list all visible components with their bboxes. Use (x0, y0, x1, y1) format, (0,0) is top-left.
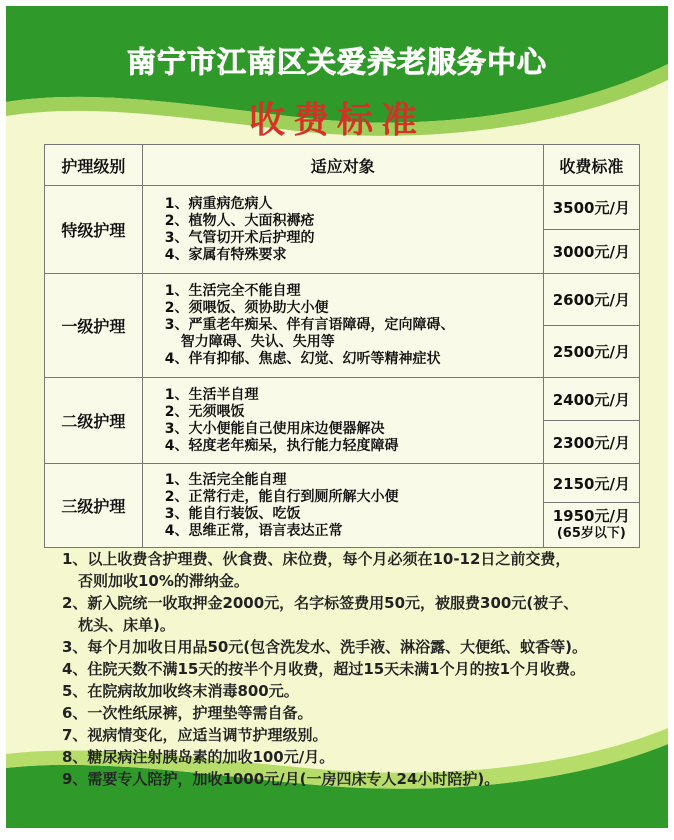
target-item: 2、植物人、大面积褥疮 (164, 212, 315, 229)
targets-special (142, 186, 543, 274)
note-item: 6、一次性纸尿裤，护理垫等需自备。 (62, 704, 313, 722)
target-item: 4、伴有抑郁、焦虑、幻觉、幻听等精神症状 (164, 351, 441, 367)
target-item: 2、须喂饭、须协助大小便 (164, 300, 329, 316)
table-row (45, 274, 640, 326)
fee-table (44, 144, 640, 548)
target-item: 1、生活完全不能自理 (164, 283, 301, 299)
table-row (45, 464, 640, 503)
note-item-continuation: 枕头、床单)。 (78, 616, 175, 634)
age-note: (65岁以下) (556, 526, 626, 541)
target-item: 2、无须喂饭 (164, 403, 245, 420)
target-item: 1、生活完全能自理 (164, 471, 287, 488)
target-item: 智力障碍、失认、失用等 (180, 334, 335, 350)
note-item: 2、新入院统一收取押金2000元，名字标签费用50元，被服费300元(被子、 (62, 594, 579, 612)
target-item: 3、气管切开术后护理的 (164, 229, 315, 246)
target-item: 3、大小便能自己使用床边便器解决 (164, 420, 385, 437)
targets-second (142, 378, 543, 464)
target-item: 1、生活半自理 (164, 386, 259, 403)
fee-standard-title: 收费标准 (248, 100, 425, 141)
table-row (45, 186, 640, 230)
price-cell: 2300元/月 (543, 421, 639, 464)
price-cell: 3000元/月 (543, 230, 639, 274)
price-cell: 2600元/月 (543, 274, 639, 326)
care-level-first: 一级护理 (45, 274, 143, 378)
targets-first (142, 274, 543, 378)
target-item: 3、严重老年痴呆、伴有言语障碍，定向障碍、 (164, 317, 455, 333)
notes-list (62, 548, 662, 790)
column-header-price: 收费标准 (543, 145, 639, 186)
price-cell: 2500元/月 (543, 326, 639, 378)
note-item: 3、每个月加收日用品50元(包含洗发水、洗手液、淋浴露、大便纸、蚊香等)。 (62, 638, 588, 656)
price-value: 1950元/月 (552, 507, 630, 525)
target-item: 3、能自行装饭、吃饭 (164, 505, 301, 522)
care-level-special: 特级护理 (45, 186, 143, 274)
price-cell: 2150元/月 (543, 464, 639, 503)
center-name-title: 南宁市江南区关爱养老服务中心 (126, 45, 547, 79)
column-header-targets: 适应对象 (142, 145, 543, 186)
note-item: 8、糖尿病注射胰岛素的加收100元/月。 (62, 748, 335, 766)
note-item-continuation: 否则加收10%的滞纳金。 (78, 572, 249, 590)
target-item: 4、思维正常，语言表达正常 (164, 522, 343, 539)
column-header-level: 护理级别 (45, 145, 143, 186)
targets-third (142, 464, 543, 548)
table-row (45, 378, 640, 421)
target-item: 4、轻度老年痴呆，执行能力轻度障碍 (164, 437, 399, 454)
target-item: 1、病重病危病人 (164, 195, 273, 212)
target-item: 2、正常行走，能自行到厕所解大小便 (164, 488, 399, 505)
note-item: 4、住院天数不满15天的按半个月收费，超过15天未满1个月的按1个月收费。 (62, 660, 586, 678)
care-level-third: 三级护理 (45, 464, 143, 548)
price-cell-with-note (543, 503, 639, 548)
note-item: 1、以上收费含护理费、伙食费、床位费，每个月必须在10-12日之前交费， (62, 550, 571, 568)
price-cell: 2400元/月 (543, 378, 639, 421)
note-item: 5、在院病故加收终末消毒800元。 (62, 682, 299, 700)
note-item: 7、视病情变化，应适当调节护理级别。 (62, 726, 328, 744)
note-item: 9、需要专人陪护，加收1000元/月(一房四床专人24小时陪护)。 (62, 770, 500, 788)
table-header-row (45, 145, 640, 186)
care-level-second: 二级护理 (45, 378, 143, 464)
price-cell: 3500元/月 (543, 186, 639, 230)
target-item: 4、家属有特殊要求 (164, 246, 287, 263)
poster (6, 6, 668, 828)
